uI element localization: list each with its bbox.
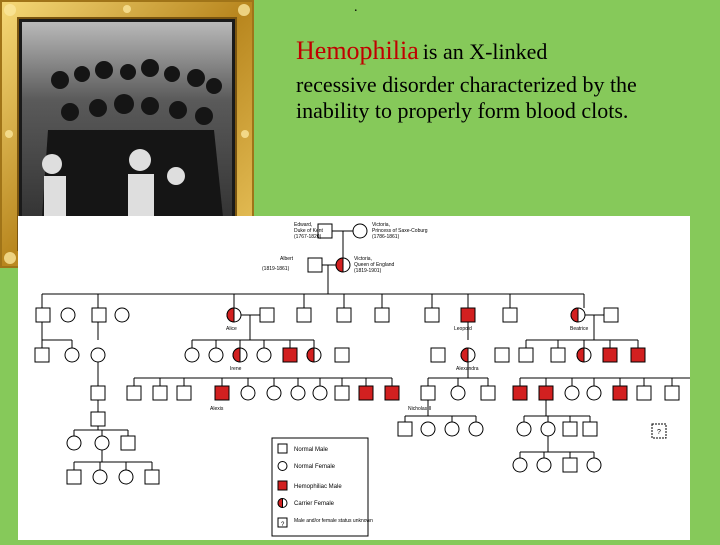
gen3-drops — [42, 294, 584, 308]
svg-text:(1767-1820): (1767-1820) — [294, 234, 322, 240]
svg-text:Irene: Irene — [230, 366, 242, 372]
label-edward: Edward, — [294, 222, 313, 228]
legend-unknown: Male and/or female status unknown — [294, 518, 373, 524]
svg-text:?: ? — [281, 522, 285, 528]
gen5-drops — [134, 378, 672, 386]
pedigree-svg — [18, 216, 690, 540]
svg-text:Nicholas II: Nicholas II — [408, 406, 432, 412]
legend-normal-female: Normal Female — [294, 464, 336, 470]
legend-hemophiliac-male: Hemophiliac Male — [294, 484, 342, 490]
svg-text:Albert: Albert — [280, 256, 294, 262]
svg-text:Beatrice: Beatrice — [570, 326, 589, 332]
legend — [272, 438, 373, 536]
svg-text:Leopold: Leopold — [454, 326, 472, 332]
description — [296, 72, 706, 124]
svg-text:(1819-1901): (1819-1901) — [354, 268, 382, 274]
pedigree-chart — [18, 216, 690, 540]
label-victoria-mother: Victoria, — [372, 222, 390, 228]
hemophilia-term: Hemophilia — [296, 36, 419, 65]
svg-text:Alexandra: Alexandra — [456, 366, 479, 372]
svg-text:Duke of Kent: Duke of Kent — [294, 228, 323, 234]
legend-carrier-female: Carrier Female — [294, 501, 335, 507]
description-line-2: recessive disorder characterized by the — [296, 72, 637, 97]
title-rest: is an X-linked — [422, 39, 548, 64]
svg-text:Alexis: Alexis — [210, 406, 224, 412]
svg-text:Princess of Saxe-Coburg: Princess of Saxe-Coburg — [372, 228, 428, 234]
svg-text:Alice: Alice — [226, 326, 237, 332]
title-dot: . — [354, 0, 358, 15]
svg-text:Victoria,: Victoria, — [354, 256, 372, 262]
svg-text:?: ? — [657, 429, 661, 436]
svg-text:(1819-1861): (1819-1861) — [262, 266, 290, 272]
male-albert — [308, 258, 322, 272]
female-victoria-mother — [353, 224, 367, 238]
hemophiliac-leopold — [461, 308, 475, 322]
title-line-1 — [296, 36, 716, 66]
description-line-3: inability to properly form blood clots. — [296, 98, 629, 123]
svg-text:Queen of England: Queen of England — [354, 262, 395, 268]
legend-normal-male: Normal Male — [294, 447, 329, 453]
svg-text:(1786-1861): (1786-1861) — [372, 234, 400, 240]
